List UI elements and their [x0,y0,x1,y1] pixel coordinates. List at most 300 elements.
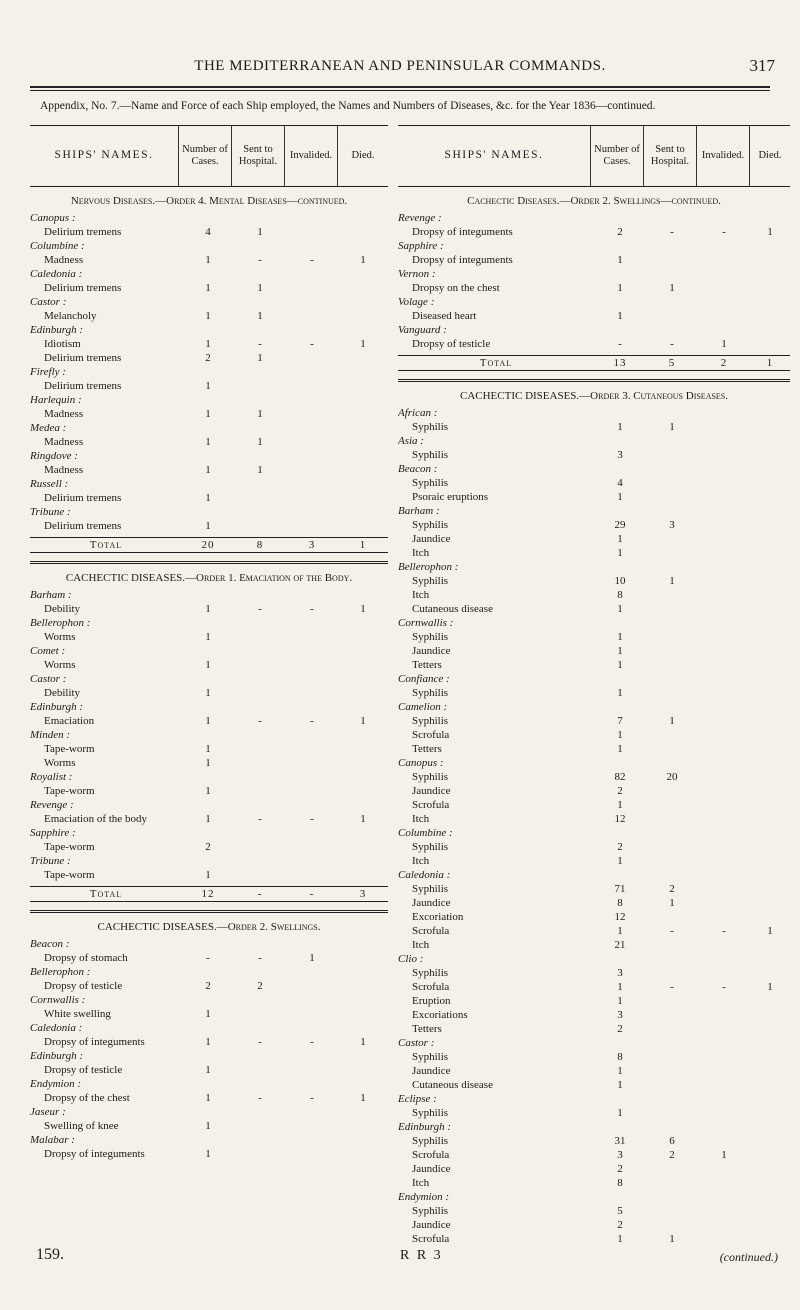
value-cell [750,532,790,546]
value-cell [234,1119,286,1133]
disease-name: Dropsy of integuments [412,254,513,266]
value-cell: 10 [614,575,626,587]
table-row [398,281,790,295]
table-row [398,546,790,560]
col-ship-names: SHIPS' NAMES. [444,149,544,162]
disease-name: Delirium tremens [44,492,122,504]
value-cell [698,1232,750,1246]
value-cell [750,966,790,980]
ship-row [30,770,388,784]
disease-name: Cutaneous disease [412,1079,493,1091]
value-cell: 1 [360,603,366,615]
value-cell [750,742,790,756]
disease-name: Jaundice [412,1163,451,1175]
value-cell: 1 [257,352,263,364]
table-row [398,1176,790,1190]
value-cell [338,951,388,965]
value-cell [234,519,286,533]
disease-name: Madness [44,254,84,266]
value-cell: 1 [617,855,623,867]
value-cell [698,910,750,924]
value-cell [698,420,750,434]
disease-name: Madness [44,408,84,420]
value-cell: 1 [205,631,211,643]
value-cell: 1 [669,282,675,294]
value-cell [646,1106,698,1120]
value-cell [286,979,338,993]
table-row [398,574,790,588]
value-cell [698,588,750,602]
value-cell: 1 [617,1079,623,1091]
ship-name: Sapphire : [398,240,444,252]
value-cell [698,574,750,588]
value-cell: 1 [617,659,623,671]
ship-name: Ringdove : [30,450,78,462]
table-row [398,1148,790,1162]
value-cell [646,854,698,868]
value-cell [338,840,388,854]
value-cell: 1 [617,729,623,741]
value-cell [698,770,750,784]
value-cell: - [618,338,622,350]
table-row [398,798,790,812]
value-cell [750,602,790,616]
col-hospital: Sent to Hospital. [231,126,284,186]
value-cell [646,644,698,658]
disease-name: Emaciation [44,715,95,727]
ship-row [398,239,790,253]
value-cell: 5 [617,1205,623,1217]
table-row [30,281,388,295]
value-cell [698,490,750,504]
ship-name: Revenge : [398,212,442,224]
table-row [30,979,388,993]
value-cell [750,644,790,658]
value-cell: - [722,226,726,238]
value-cell [646,1022,698,1036]
value-cell [234,742,286,756]
total-label: Total [479,357,513,369]
value-cell [286,630,338,644]
value-cell [286,379,338,393]
table-row [398,490,790,504]
value-cell [286,491,338,505]
value-cell: - [670,925,674,937]
value-cell [338,225,388,239]
disease-name: Jaundice [412,645,451,657]
col-hospital: Sent to Hospital. [643,126,696,186]
table-row [30,225,388,239]
value-cell: 1 [767,925,773,937]
value-cell [338,979,388,993]
disease-name: Scrofula [412,1149,450,1161]
ship-row [398,868,790,882]
value-cell: - [310,338,314,350]
value-cell [646,1204,698,1218]
value-cell: - [258,603,262,615]
value-cell [338,379,388,393]
disease-name: Delirium tremens [44,520,122,532]
table-row [30,602,388,616]
value-cell [750,448,790,462]
value-cell [750,686,790,700]
table-row [398,938,790,952]
value-cell [698,602,750,616]
value-cell [646,994,698,1008]
value-cell [286,1063,338,1077]
disease-name: Dropsy on the chest [412,282,500,294]
value-cell [338,742,388,756]
ship-row [398,952,790,966]
value-cell: 1 [205,715,211,727]
total-cell: 3 [359,888,367,900]
value-cell [646,490,698,504]
table-row [30,686,388,700]
value-cell: 1 [205,813,211,825]
value-cell [698,518,750,532]
value-cell [286,840,338,854]
ship-row [398,756,790,770]
disease-name: Syphilis [412,883,449,895]
value-cell: 1 [257,282,263,294]
value-cell [286,1119,338,1133]
value-cell [646,728,698,742]
value-cell: 3 [617,967,623,979]
ship-name: Beacon : [30,938,70,950]
ship-name: Minden : [30,729,71,741]
section-heading: Nervous Diseases.—Order 4. Mental Diseases—continued. [70,195,348,207]
value-cell [234,630,286,644]
disease-name: Delirium tremens [44,352,122,364]
value-cell [338,658,388,672]
value-cell [646,798,698,812]
table-row [30,784,388,798]
ship-name: Edinburgh : [398,1121,452,1133]
ship-row [398,1036,790,1050]
table-row [398,784,790,798]
table-row [398,1204,790,1218]
disease-name: Delirium tremens [44,282,122,294]
value-cell: 1 [767,981,773,993]
value-cell: 6 [669,1135,675,1147]
disease-name: Tape-worm [44,785,95,797]
value-cell [698,658,750,672]
col-invalided: Invalided. [696,126,749,186]
disease-name: Syphilis [412,1205,449,1217]
table-row [398,1064,790,1078]
value-cell: - [258,1092,262,1104]
value-cell: - [310,1092,314,1104]
value-cell: 1 [617,925,623,937]
value-cell: 1 [360,1036,366,1048]
value-cell: 1 [669,715,675,727]
ship-row [30,588,388,602]
value-cell [750,798,790,812]
disease-name: Tape-worm [44,841,95,853]
header-rule-thin [30,90,770,91]
value-cell [750,420,790,434]
value-cell [750,281,790,295]
ship-row [398,616,790,630]
disease-name: Diseased heart [412,310,477,322]
value-cell [750,630,790,644]
ship-name: Camelion : [398,701,448,713]
appendix-subtitle: Appendix, No. 7.—Name and Force of each Ship employed, the Names and Numbers of Diseases, &c. for the Year 1836—continued. [40,100,656,112]
value-cell [698,938,750,952]
value-cell: 8 [617,1177,623,1189]
value-cell [750,896,790,910]
disease-name: Syphilis [412,841,449,853]
value-cell: 1 [205,603,211,615]
value-cell [646,448,698,462]
value-cell [234,658,286,672]
value-cell: 1 [205,408,211,420]
value-cell [646,588,698,602]
ship-row [398,1092,790,1106]
table-row [398,770,790,784]
total-cell: 12 [201,888,215,900]
table-row [30,463,388,477]
value-cell [750,854,790,868]
section-heading: Cachectic Diseases.—Order 2. Swellings—continued. [467,195,721,207]
value-cell [750,476,790,490]
value-cell [698,1008,750,1022]
value-cell [698,476,750,490]
value-cell: 3 [617,1009,623,1021]
table-row [398,714,790,728]
value-cell [646,966,698,980]
value-cell: - [258,254,262,266]
disease-name: Syphilis [412,1107,449,1119]
disease-name: Itch [412,813,430,825]
value-cell: 1 [205,520,211,532]
ship-name: Cornwallis : [398,617,454,629]
value-cell [286,463,338,477]
value-cell: 1 [205,1008,211,1020]
disease-name: Dropsy of the chest [44,1092,130,1104]
value-cell [750,770,790,784]
value-cell: 1 [205,436,211,448]
table-row [398,1218,790,1232]
value-cell [698,994,750,1008]
value-cell: 4 [205,226,211,238]
value-cell: 1 [205,659,211,671]
value-cell: 2 [669,883,675,895]
section-rule [398,379,790,382]
table-row [398,966,790,980]
disease-name: Psoraic eruptions [412,491,489,503]
ship-name: Columbine : [30,240,85,252]
value-cell: 20 [666,771,678,783]
col-invalided: Invalided. [284,126,337,186]
disease-name: Dropsy of integuments [44,1148,145,1160]
total-label: Total [89,888,123,900]
value-cell: 7 [617,715,623,727]
continued-note: (continued.) [719,1250,778,1264]
disease-name: Jaundice [412,1065,451,1077]
value-cell: - [310,254,314,266]
disease-name: Dropsy of testicle [44,980,123,992]
value-cell [338,784,388,798]
ship-row [30,505,388,519]
ship-name: Revenge : [30,799,74,811]
value-cell: - [258,1036,262,1048]
value-cell [646,532,698,546]
value-cell [286,742,338,756]
ship-name: Barham : [398,505,440,517]
value-cell: 1 [360,813,366,825]
ship-row [30,672,388,686]
disease-name: Dropsy of integuments [412,226,513,238]
ship-name: Harlequin : [30,394,82,406]
disease-name: Jaundice [412,1219,451,1231]
table-row [30,1035,388,1049]
value-cell: - [258,813,262,825]
value-cell [646,1008,698,1022]
table-row [398,309,790,323]
value-cell [750,1176,790,1190]
table-row [398,518,790,532]
value-cell: 1 [617,310,623,322]
value-cell [698,448,750,462]
table-row [398,910,790,924]
value-cell [646,938,698,952]
value-cell [698,1050,750,1064]
total-row [30,537,388,553]
value-cell: 1 [617,743,623,755]
total-cell: 3 [308,539,316,551]
value-cell: 1 [617,547,623,559]
value-cell [646,1064,698,1078]
value-cell [646,686,698,700]
value-cell: 2 [617,1163,623,1175]
disease-name: Cutaneous disease [412,603,493,615]
table-row [30,435,388,449]
ship-name: Edinburgh : [30,701,84,713]
disease-name: Syphilis [412,519,449,531]
value-cell [698,1218,750,1232]
ship-row [30,644,388,658]
value-cell: - [670,981,674,993]
disease-name: Melancholy [44,310,97,322]
ship-row [30,1077,388,1091]
value-cell [750,253,790,267]
ship-row [30,826,388,840]
value-cell [750,1232,790,1246]
disease-name: Tetters [412,659,442,671]
value-cell [750,1008,790,1022]
disease-name: Delirium tremens [44,226,122,238]
value-cell: 1 [617,1233,623,1245]
value-cell [234,840,286,854]
value-cell [234,756,286,770]
value-cell: 1 [205,1120,211,1132]
ship-row [398,826,790,840]
value-cell: 1 [617,1065,623,1077]
table-row [30,1063,388,1077]
value-cell: - [722,925,726,937]
section-heading: CACHECTIC DISEASES.—Order 1. Emaciation of the Body. [65,572,353,584]
value-cell [750,882,790,896]
ship-row [30,728,388,742]
value-cell [338,309,388,323]
value-cell: 1 [617,254,623,266]
value-cell: 1 [205,1064,211,1076]
page-title: THE MEDITERRANEAN AND PENINSULAR COMMANDS. [194,58,606,74]
disease-name: Itch [412,589,430,601]
disease-name: Scrofula [412,981,450,993]
table-row [398,1050,790,1064]
value-cell: 2 [257,980,263,992]
value-cell: 1 [617,533,623,545]
value-cell [286,225,338,239]
ship-row [398,504,790,518]
disease-name: Scrofula [412,799,450,811]
disease-name: Syphilis [412,1135,449,1147]
value-cell: 1 [205,310,211,322]
ship-name: Edinburgh : [30,324,84,336]
disease-name: Scrofula [412,1233,450,1245]
table-row [30,1007,388,1021]
value-cell: 1 [205,1092,211,1104]
disease-name: Idiotism [44,338,81,350]
value-cell: 82 [614,771,626,783]
value-cell: 1 [257,436,263,448]
value-cell [750,812,790,826]
value-cell [698,686,750,700]
value-cell [698,784,750,798]
total-row [398,355,790,371]
ship-row [398,295,790,309]
ship-row [398,211,790,225]
ship-name: Vernon : [398,268,436,280]
section-heading: CACHECTIC DISEASES.—Order 3. Cutaneous Diseases. [459,390,729,402]
table-row [30,519,388,533]
value-cell: 3 [617,449,623,461]
table-row [398,337,790,351]
value-cell [646,1176,698,1190]
value-cell [286,281,338,295]
col-died: Died. [749,126,790,186]
disease-name: Jaundice [412,785,451,797]
table-row [30,309,388,323]
disease-name: Madness [44,436,84,448]
value-cell: 1 [205,757,211,769]
value-cell [646,602,698,616]
disease-name: Scrofula [412,729,450,741]
value-cell [646,1218,698,1232]
value-cell [750,938,790,952]
disease-name: Debility [44,603,81,615]
value-cell [338,756,388,770]
value-cell [698,812,750,826]
value-cell [646,1050,698,1064]
value-cell [234,868,286,882]
value-cell: 1 [669,1233,675,1245]
col-cases: Number of Cases. [178,126,231,186]
table-row [30,756,388,770]
value-cell: 2 [205,352,211,364]
table-row [398,1078,790,1092]
value-cell [646,910,698,924]
value-cell [698,644,750,658]
value-cell: - [310,715,314,727]
value-cell [750,910,790,924]
value-cell: 2 [617,1023,623,1035]
value-cell [338,686,388,700]
value-cell [698,1106,750,1120]
value-cell [750,309,790,323]
